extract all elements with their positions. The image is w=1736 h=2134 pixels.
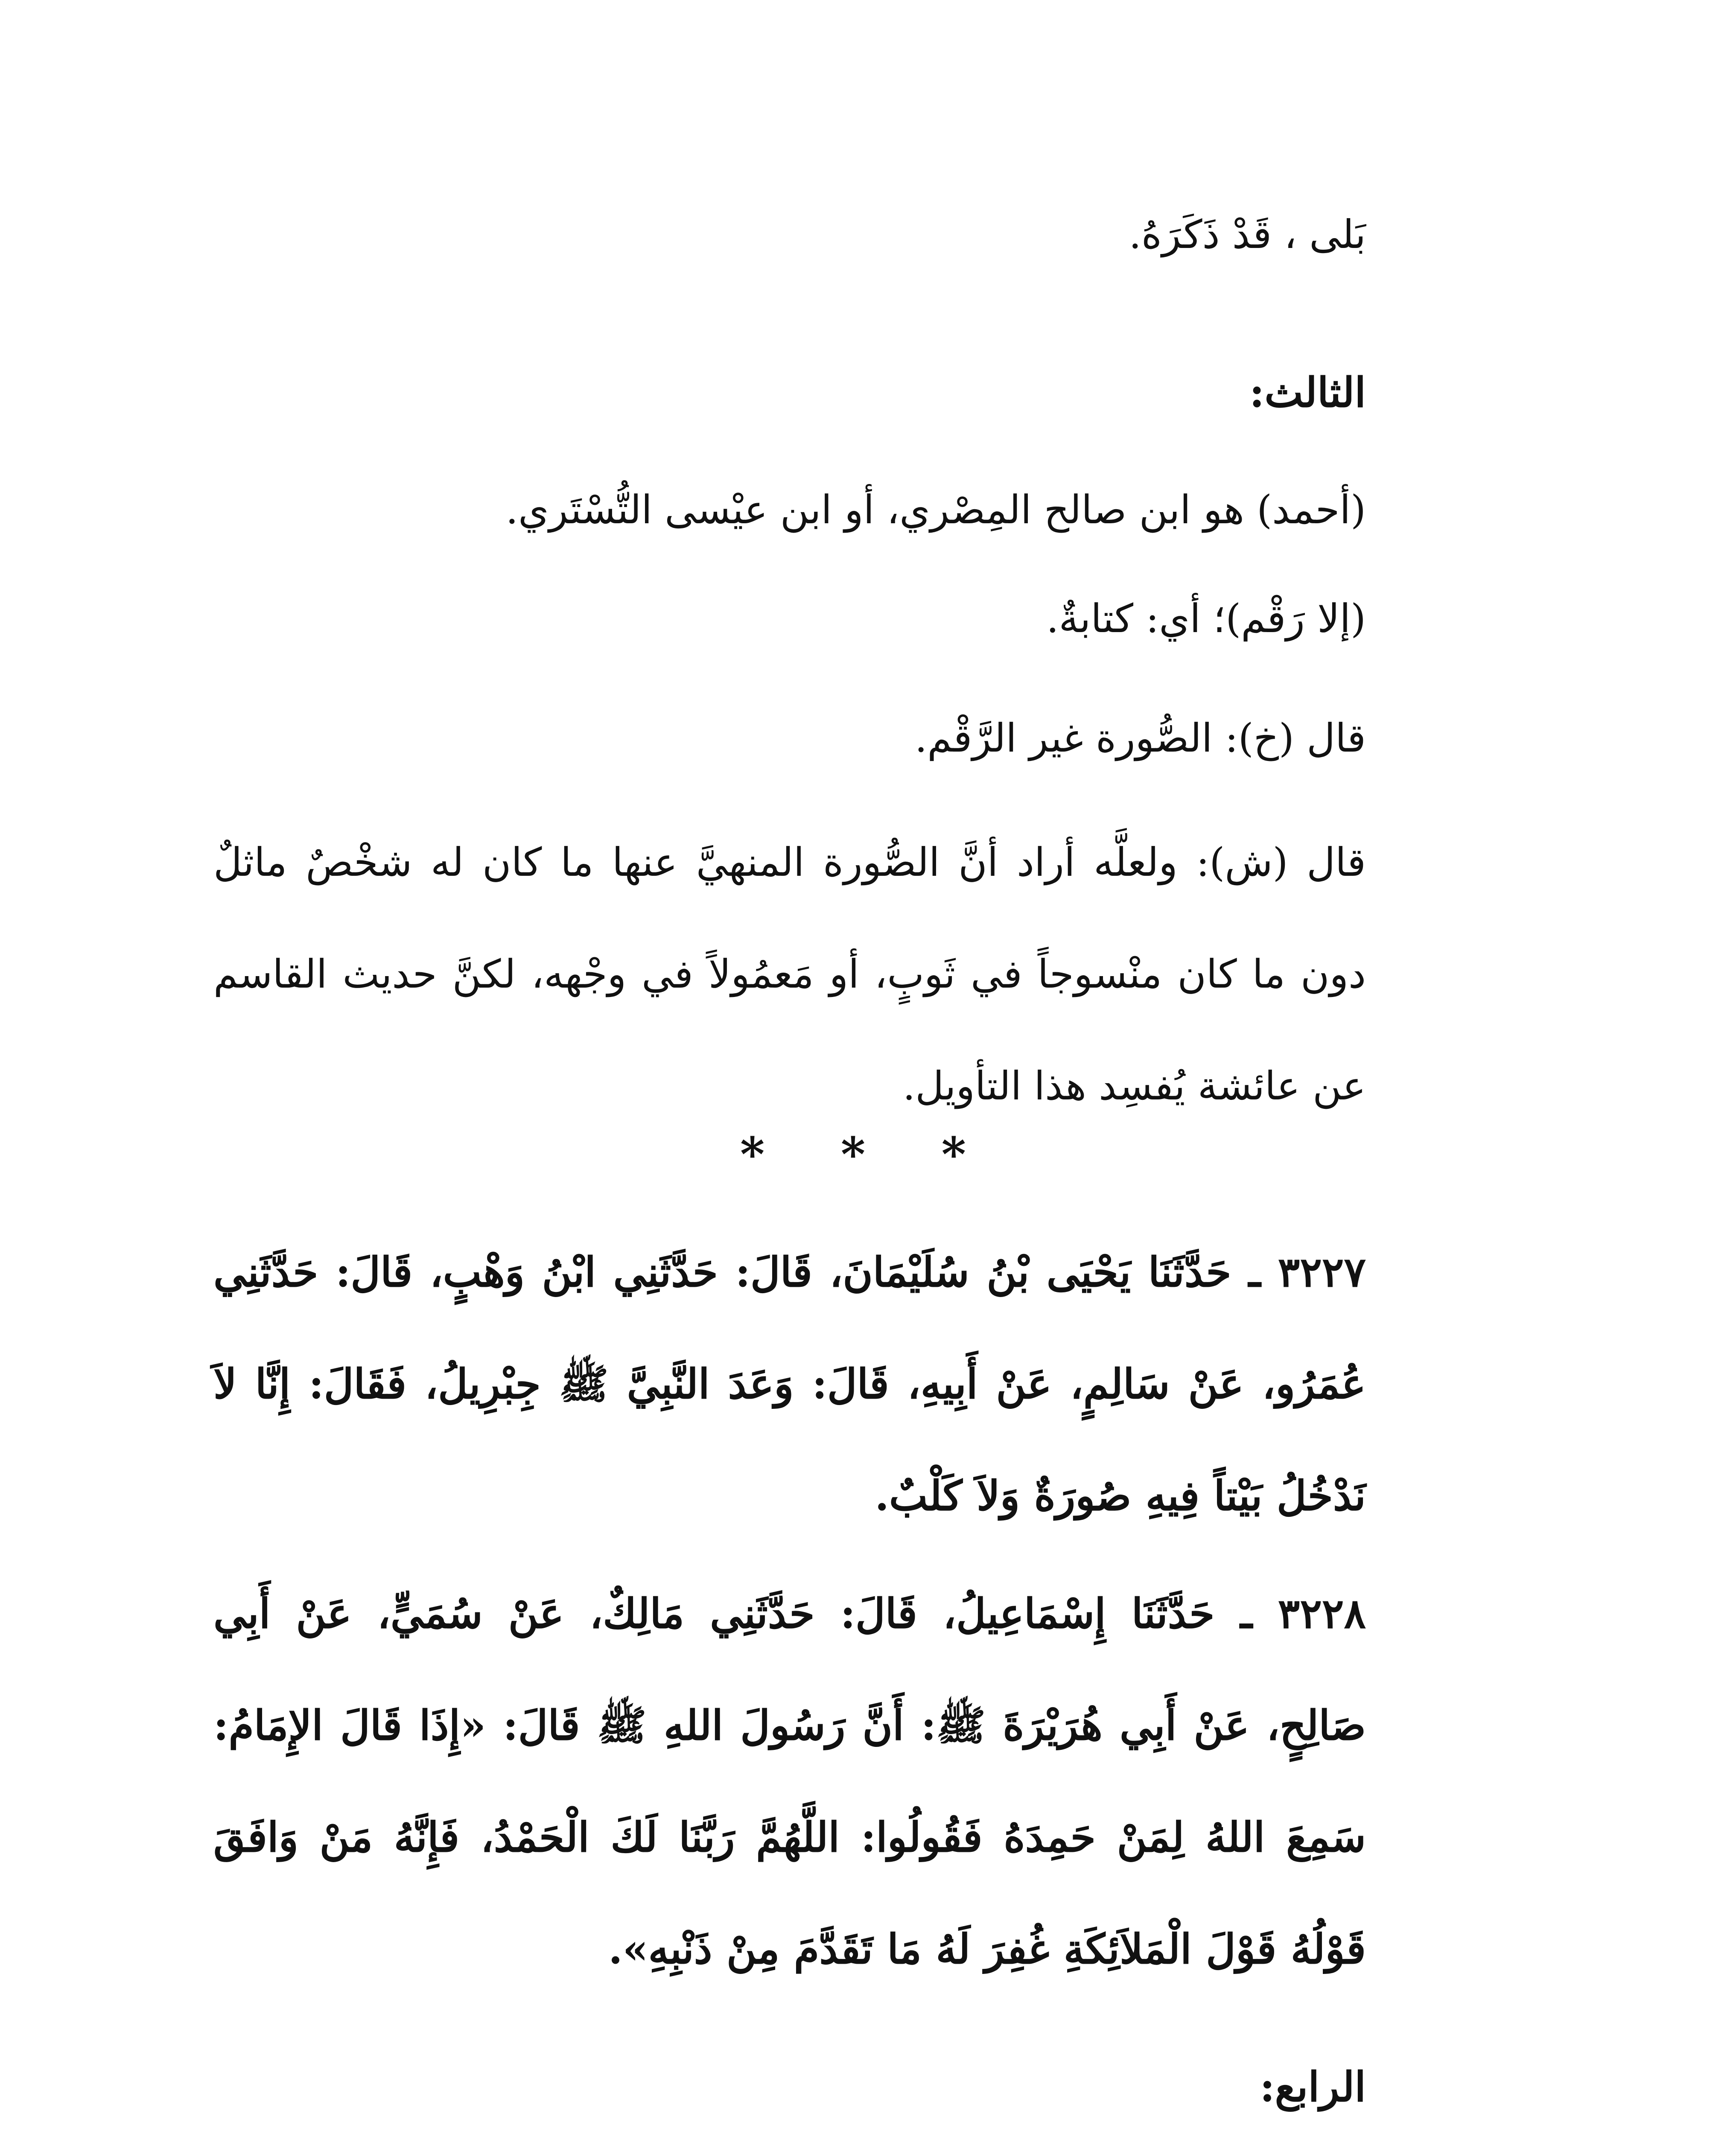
section-fourth-heading: الرابع: <box>1260 2063 1366 2111</box>
section-separator: * * * <box>740 1127 996 1182</box>
commentary-kh: قال (خ): الصُّورة غير الرَّقْم. <box>915 715 1366 761</box>
hadith-3227: ٣٢٢٧ ـ حَدَّثَنَا يَحْيَى بْنُ سُلَيْمَانَ، قَالَ: حَدَّثَنِي ابْنُ وَهْبٍ، قَالَ: حَدَّثَنِي عُمَرُو، عَنْ سَالِمٍ، عَنْ أَبِيهِ، قَالَ: وَعَدَ النَّبِيَّ ﷺ جِبْرِيلُ، فَقَالَ: إِنَّا لاَ نَدْخُلُ بَيْتاً فِيهِ صُورَةٌ وَلاَ كَلْبٌ. <box>213 1248 1366 1520</box>
commentary-raqm: (إلا رَقْم)؛ أي: كتابةٌ. <box>1046 596 1366 641</box>
commentary-sh-paragraph: قال (ش): ولعلَّه أراد أنَّ الصُّورة المنهيَّ عنها ما كان له شخْصٌ ماثلٌ دون ما كان منْسوجاً في ثَوبٍ، أو مَعمُولاً في وجْهه، لكنَّ حديث القاسم عن عائشة يُفسِد هذا التأويل. <box>213 840 1366 1109</box>
commentary-ahmad: (أحمد) هو ابن صالح المِصْري، أو ابن عيْسى التُّسْتَري. <box>505 487 1366 533</box>
hadith-3228: ٣٢٢٨ ـ حَدَّثَنَا إِسْمَاعِيلُ، قَالَ: حَدَّثَنِي مَالِكٌ، عَنْ سُمَيٍّ، عَنْ أَبِي صَالِحٍ، عَنْ أَبِي هُرَيْرَةَ ﷺ: أَنَّ رَسُولَ اللهِ ﷺ قَالَ: «إِذَا قَالَ الإِمَامُ: سَمِعَ اللهُ لِمَنْ حَمِدَهُ فَقُولُوا: اللَّهُمَّ رَبَّنَا لَكَ الْحَمْدُ، فَإِنَّهُ مَنْ وَافَقَ قَوْلُهُ قَوْلَ الْمَلاَئِكَةِ غُفِرَ لَهُ مَا تَقَدَّمَ مِنْ ذَنْبِهِ». <box>213 1589 1366 1973</box>
continuation-line: بَلى ، قَدْ ذَكَرَهُ. <box>1129 212 1366 257</box>
section-third-heading: الثالث: <box>1249 368 1366 417</box>
